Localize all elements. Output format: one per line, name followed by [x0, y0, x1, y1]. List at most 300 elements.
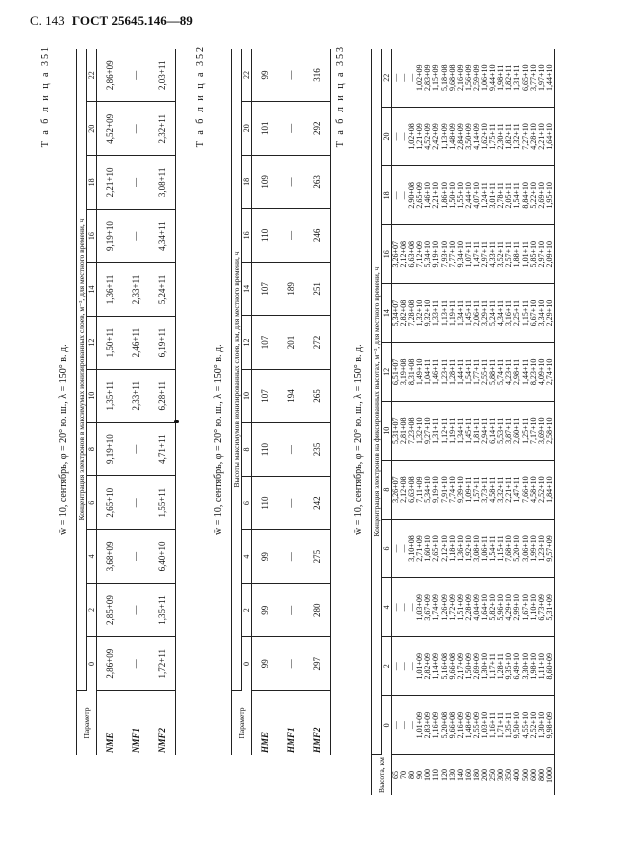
table-352-label: Т а б л и ц а 352 — [195, 45, 206, 148]
value-cell: — — [391, 544, 400, 553]
value-cell: 5,53+11 — [496, 417, 506, 444]
height-value: 70 — [399, 771, 409, 779]
height-value: 130 — [447, 769, 457, 781]
table-352-title: w̄ = 10, сентябрь, φ = 20° ю. ш., λ = 150° в. д. — [213, 344, 224, 535]
value-cell: 2,65+09 — [415, 182, 425, 209]
value-cell: 107 — [252, 369, 279, 423]
value-cell: — — [407, 73, 417, 82]
value-cell: 9,27+10 — [423, 417, 433, 445]
value-cell: 9,39+10 — [455, 476, 465, 503]
value-cell: 2,03+11 — [149, 49, 176, 102]
value-cell: 3,06+10 — [520, 535, 530, 562]
value-cell: 9,34+10 — [455, 240, 465, 268]
value-cell: 2,42+09 — [431, 123, 441, 150]
value-cell: 3,69+10 — [536, 417, 546, 445]
value-cell: 1,09+11 — [463, 476, 473, 503]
value-cell: 9,32+10 — [423, 299, 433, 327]
value-cell: 2,21+10 — [536, 123, 546, 150]
value-cell: — — [399, 721, 409, 730]
value-cell: 1,49+10 — [415, 358, 425, 386]
value-cell: 4,34+11 — [496, 299, 506, 327]
value-cell: 7,12+09 — [415, 240, 425, 268]
value-cell: 2,09+10 — [544, 240, 554, 268]
table-351-title: w̄ = 10, сентябрь, φ = 20° ю. ш., λ = 150° в. д. — [58, 344, 69, 535]
value-cell: — — [391, 73, 400, 82]
value-cell: 9,19+10 — [97, 422, 124, 476]
value-cell: 1,32+10 — [415, 417, 425, 445]
value-cell: 3,30+10 — [520, 652, 530, 680]
value-cell: 1,11+10 — [536, 653, 546, 680]
value-cell: 1,98+10 — [528, 652, 538, 680]
value-cell: 9,57+09 — [544, 535, 554, 562]
value-cell: 2,12+08 — [399, 476, 409, 503]
height-value: 65 — [391, 771, 400, 779]
value-cell: 1,56+09 — [463, 64, 473, 92]
value-cell: 2,52+10 — [528, 711, 538, 739]
value-cell: 1,81+11 — [471, 417, 481, 444]
value-cell: 1,47+11 — [512, 476, 522, 503]
hour-header: 20 — [87, 102, 97, 156]
value-cell: 4,71+11 — [149, 422, 176, 476]
value-cell: — — [123, 583, 149, 637]
value-cell: 4,04+09 — [471, 594, 481, 621]
hour-header: 20 — [242, 101, 252, 155]
hour-header: 6 — [382, 519, 392, 578]
value-cell: 1,06+11 — [480, 535, 490, 562]
value-cell: 1,01+09 — [415, 711, 425, 739]
height-value: 80 — [407, 771, 417, 779]
value-cell: 2,32+11 — [149, 102, 176, 156]
value-cell: 1,19+11 — [447, 417, 457, 444]
value-cell: — — [399, 132, 409, 141]
value-cell: 2,12+08 — [399, 240, 409, 268]
hour-header: 10 — [242, 369, 252, 423]
value-cell: 1,46+10 — [423, 182, 433, 209]
standard-number: ГОСТ 25645.146—89 — [71, 13, 193, 28]
value-cell: 5,22+10 — [528, 182, 538, 209]
height-value: 400 — [512, 769, 522, 781]
value-cell: 1,32+10 — [415, 299, 425, 327]
value-cell: 1,13+11 — [439, 299, 449, 327]
value-cell: 6,65+10 — [520, 64, 530, 92]
value-cell: 3,16+11 — [504, 299, 514, 327]
value-cell: 5,88+11 — [488, 358, 498, 386]
value-cell: 1,06+10 — [480, 64, 490, 92]
value-cell: 1,03+10 — [480, 711, 490, 739]
value-cell: 1,26+09 — [439, 594, 449, 621]
value-cell: 9,19+10 — [97, 209, 124, 263]
table-353 — [371, 49, 555, 795]
value-cell: — — [399, 603, 409, 612]
param-cell: HMF2 — [312, 727, 322, 753]
value-cell: 7,23+08 — [407, 417, 417, 445]
value-cell: 1,35+11 — [97, 369, 124, 422]
value-cell: 4,52+09 — [97, 102, 124, 156]
value-cell: 1,75+11 — [488, 123, 498, 150]
value-cell: 6,73+09 — [536, 594, 546, 621]
value-cell: 1,44+11 — [455, 358, 465, 386]
value-cell: 189 — [278, 262, 304, 316]
value-cell: 1,99+10 — [528, 535, 538, 562]
value-cell: 201 — [278, 316, 304, 370]
value-cell: 3,26+07 — [391, 476, 400, 503]
value-cell: — — [123, 49, 149, 102]
value-cell: 1,34+11 — [455, 299, 465, 327]
value-cell: 4,55+10 — [520, 711, 530, 739]
value-cell: 275 — [304, 530, 331, 584]
value-cell: — — [399, 191, 409, 200]
table-351-block — [40, 45, 180, 855]
param-cell: NMF2 — [157, 727, 167, 753]
value-cell: 99 — [252, 583, 279, 637]
value-cell: 1,30+10 — [536, 711, 546, 739]
value-cell: 7,93+10 — [439, 240, 449, 268]
value-cell: 6,67+10 — [528, 299, 538, 327]
group-header: Высоты максимумов ионизированных слоев, км, для местного времени, ч — [232, 49, 242, 691]
value-cell: 1,28+11 — [496, 653, 506, 680]
value-cell: 242 — [304, 476, 331, 530]
heights-column — [392, 755, 555, 796]
value-cell: 1,95+10 — [544, 182, 554, 209]
value-cell: 8,84+10 — [520, 182, 530, 209]
value-cell: 2,65+10 — [431, 535, 441, 562]
hour-column — [392, 460, 555, 519]
value-cell: — — [391, 132, 400, 141]
value-cell: 9,66+08 — [447, 711, 457, 739]
value-cell: 1,45+11 — [463, 417, 473, 444]
table-353-label: Т а б л и ц а 353 — [335, 45, 346, 148]
value-cell: 1,74+09 — [431, 594, 441, 621]
value-cell: 4,34+11 — [149, 209, 176, 263]
hour-header: 2 — [242, 583, 252, 637]
value-cell: 265 — [304, 369, 331, 423]
value-cell: — — [407, 603, 417, 612]
value-cell: 2,16+09 — [455, 64, 465, 92]
value-cell: 1,02+08 — [407, 123, 417, 150]
value-cell: 3,08+11 — [149, 156, 176, 210]
value-cell: — — [123, 530, 149, 584]
hour-header: 22 — [382, 49, 392, 107]
value-cell: 3,01+11 — [488, 182, 498, 209]
value-cell: 6,28+11 — [149, 369, 176, 422]
value-cell: 1,18+10 — [447, 535, 457, 562]
value-cell: 2,83+09 — [423, 64, 433, 92]
value-cell: 9,50+10 — [512, 711, 522, 739]
height-value: 800 — [536, 769, 546, 781]
value-cell: 6,63+08 — [407, 240, 417, 268]
hour-column — [392, 696, 555, 755]
value-cell: — — [278, 583, 304, 637]
data-row — [392, 49, 555, 795]
value-cell: 1,55+11 — [149, 476, 176, 530]
hour-header: 18 — [242, 155, 252, 209]
value-cell: 1,15+09 — [431, 64, 441, 92]
value-cell: 99 — [252, 637, 279, 691]
value-cell: 1,28+11 — [447, 358, 457, 386]
value-cell: — — [399, 662, 409, 671]
height-value: 180 — [471, 769, 481, 781]
value-cell: 6,40+10 — [149, 530, 176, 584]
value-cell: 1,62+10 — [480, 123, 490, 150]
page-number: С. 143 — [30, 13, 65, 28]
value-cell: 1,57+11 — [471, 476, 481, 503]
value-cell: 1,30+10 — [480, 652, 490, 680]
value-cell: 1,67+10 — [520, 594, 530, 621]
value-cell: 1,36+10 — [455, 535, 465, 562]
value-cell: 1,51+09 — [455, 594, 465, 621]
value-cell: 9,35+10 — [504, 652, 514, 680]
value-cell: 110 — [252, 209, 279, 263]
hour-header: 16 — [87, 209, 97, 263]
value-cell: 1,82+11 — [504, 64, 514, 91]
value-cell: 1,54+11 — [512, 182, 522, 209]
value-cell: 1,16+09 — [431, 711, 441, 739]
value-cell: 2,44+10 — [463, 182, 473, 209]
value-cell: 2,17+09 — [455, 652, 465, 680]
value-cell: 5,31+07 — [391, 417, 400, 445]
value-cell: 99 — [252, 530, 279, 584]
hour-header: 2 — [87, 583, 97, 637]
hour-header: 4 — [87, 530, 97, 584]
hours-row — [87, 49, 97, 755]
value-cell: 2,82+08 — [399, 299, 409, 327]
value-cell: 1,35+11 — [149, 583, 176, 637]
value-cell: 1,45+11 — [463, 299, 473, 327]
value-cell: 3,10+08 — [407, 535, 417, 562]
value-cell: 2,21+11 — [504, 476, 514, 503]
value-cell: 292 — [304, 101, 331, 155]
value-cell: 2,69+09 — [471, 652, 481, 680]
value-cell: 1,92+10 — [463, 535, 473, 562]
value-cell: 2,98+11 — [512, 358, 522, 386]
height-value: 90 — [415, 771, 425, 779]
value-cell: 2,85+09 — [97, 583, 124, 637]
value-cell: 4,09+10 — [536, 358, 546, 386]
value-cell: 2,86+09 — [97, 637, 124, 691]
height-value: 250 — [488, 769, 498, 781]
hour-column — [392, 637, 555, 696]
value-cell: 7,74+10 — [447, 476, 457, 503]
value-cell: 3,52+11 — [496, 241, 506, 268]
value-cell: 4,14+09 — [471, 123, 481, 150]
value-cell: 2,58+10 — [544, 417, 554, 445]
value-cell: 4,52+09 — [423, 123, 433, 150]
height-value: 300 — [496, 769, 506, 781]
value-cell: 2,86+09 — [97, 49, 124, 102]
table-351 — [76, 49, 176, 755]
value-cell: 1,35+11 — [504, 711, 514, 739]
table-352 — [231, 49, 331, 755]
value-cell: 297 — [304, 637, 331, 691]
hour-header: 8 — [87, 422, 97, 476]
value-cell: 8,31+08 — [407, 358, 417, 386]
value-cell: 4,07+10 — [471, 182, 481, 209]
value-cell: 1,44+11 — [520, 358, 530, 386]
value-cell: 1,54+11 — [488, 535, 498, 562]
value-cell: 9,98+09 — [544, 711, 554, 739]
value-cell: 2,55+11 — [480, 358, 490, 386]
value-cell: 1,31+11 — [431, 417, 441, 444]
value-cell: 1,86+10 — [439, 182, 449, 209]
value-cell: — — [278, 637, 304, 691]
hour-header: 10 — [87, 369, 97, 422]
hour-column — [392, 578, 555, 637]
hour-header: 4 — [382, 578, 392, 637]
value-cell: 5,20+10 — [512, 535, 522, 562]
hour-header: 22 — [242, 49, 252, 101]
value-cell: 7,28+08 — [407, 299, 417, 327]
value-cell: — — [278, 49, 304, 101]
value-cell: 280 — [304, 583, 331, 637]
value-cell: 5,20+08 — [439, 711, 449, 739]
value-cell: 2,55+09 — [471, 711, 481, 739]
value-cell: 2,57+11 — [504, 241, 514, 268]
value-cell: 2,69+10 — [536, 182, 546, 209]
value-cell: 110 — [252, 476, 279, 530]
value-cell: 194 — [278, 369, 304, 423]
value-cell: 1,72+09 — [447, 594, 457, 621]
value-cell: 1,48+09 — [447, 123, 457, 150]
value-cell: 7,77+10 — [447, 240, 457, 268]
value-cell: — — [399, 544, 409, 553]
hour-header: 0 — [242, 637, 252, 691]
value-cell: 7,27+10 — [520, 123, 530, 150]
height-value: 100 — [423, 769, 433, 781]
value-cell: 2,65+10 — [97, 476, 124, 530]
value-cell: 9,68+08 — [447, 64, 457, 92]
group-header: Концентрация электронов в максимумах ионизированных слоев, м⁻³, для местного времени, ч — [77, 49, 87, 691]
value-cell: 1,50+10 — [447, 182, 457, 209]
page-header — [30, 13, 193, 29]
value-cell: 3,73+11 — [480, 476, 490, 503]
hour-header: 22 — [87, 49, 97, 102]
value-cell: 1,71+11 — [496, 711, 506, 739]
table-353-block — [335, 45, 610, 855]
value-cell: 316 — [304, 49, 331, 101]
value-cell: 1,21+09 — [415, 123, 425, 150]
value-cell: 2,84+09 — [455, 123, 465, 150]
hour-column — [392, 342, 555, 401]
value-cell: 4,33+11 — [488, 241, 498, 268]
value-cell: 2,52+10 — [536, 476, 546, 503]
hour-header: 16 — [242, 209, 252, 263]
value-cell: 4,29+10 — [504, 594, 514, 621]
value-cell: 2,97+11 — [480, 241, 490, 268]
value-cell: 2,82+09 — [423, 652, 433, 680]
hour-header: 14 — [382, 284, 392, 343]
height-value: 350 — [504, 769, 514, 781]
value-cell: 2,74+10 — [544, 358, 554, 386]
height-value: 200 — [480, 769, 490, 781]
hours-row — [242, 49, 252, 755]
value-cell: — — [278, 101, 304, 155]
value-cell: 7,91+10 — [439, 476, 449, 503]
value-cell: — — [391, 191, 400, 200]
table-row — [252, 49, 279, 755]
value-cell: 2,33+11 — [123, 369, 149, 422]
value-cell: 1,17+11 — [488, 653, 498, 680]
table-row — [97, 49, 124, 755]
height-value: 160 — [463, 769, 473, 781]
table-row — [278, 49, 304, 755]
value-cell: 99 — [252, 49, 279, 101]
value-cell: 3,77+10 — [528, 64, 538, 92]
value-cell: 1,12+11 — [439, 417, 449, 444]
value-cell: — — [391, 721, 400, 730]
value-cell: 3,32+11 — [496, 476, 506, 503]
value-cell: 1,03+09 — [415, 594, 425, 621]
value-cell: 2,99+10 — [512, 594, 522, 621]
param-header: Параметр — [232, 691, 252, 756]
value-cell: 5,16+08 — [439, 652, 449, 680]
param-cell: HME — [260, 731, 270, 753]
value-cell: 1,07+11 — [463, 241, 473, 268]
value-cell: — — [278, 209, 304, 263]
value-cell: — — [391, 603, 400, 612]
value-cell: 9,19+10 — [431, 240, 441, 268]
value-cell: 1,04+11 — [423, 358, 433, 386]
value-cell: 2,90+08 — [407, 182, 417, 209]
hour-column — [392, 284, 555, 343]
table-row — [149, 49, 176, 755]
hour-header: 14 — [87, 263, 97, 316]
value-cell: — — [278, 476, 304, 530]
value-cell: 1,16+11 — [488, 711, 498, 739]
value-cell: — — [123, 156, 149, 210]
value-cell: 2,06+11 — [471, 299, 481, 327]
hour-column — [392, 49, 555, 107]
value-cell: 7,17+10 — [528, 417, 538, 445]
scan-mark — [174, 420, 179, 423]
param-cell: HMF1 — [286, 727, 296, 753]
value-cell: 1,98+11 — [496, 64, 506, 91]
value-cell: 1,97+10 — [536, 64, 546, 92]
hour-header: 4 — [242, 530, 252, 584]
value-cell: 1,10+10 — [528, 594, 538, 621]
hour-header: 2 — [382, 637, 392, 696]
value-cell: — — [278, 530, 304, 584]
value-cell: 1,50+11 — [97, 316, 124, 369]
value-cell: 3,29+11 — [480, 299, 490, 327]
value-cell: 2,46+11 — [123, 316, 149, 369]
param-header: Параметр — [77, 691, 97, 756]
value-cell: 110 — [252, 423, 279, 477]
value-cell: 3,08+10 — [471, 535, 481, 562]
value-cell: — — [123, 422, 149, 476]
value-cell: 7,11+09 — [415, 476, 425, 503]
value-cell: 3,87+11 — [504, 417, 514, 444]
value-cell: 2,29+10 — [544, 299, 554, 327]
value-cell: 4,58+11 — [488, 476, 498, 503]
value-cell: — — [123, 102, 149, 156]
height-value: 120 — [439, 769, 449, 781]
value-cell: 2,33+11 — [123, 263, 149, 316]
value-cell: 1,31+11 — [512, 64, 522, 91]
value-cell: 2,16+09 — [455, 711, 465, 739]
value-cell: 1,54+11 — [463, 358, 473, 386]
value-cell: 2,12+10 — [439, 535, 449, 562]
hour-column — [392, 225, 555, 284]
value-cell: 246 — [304, 209, 331, 263]
hour-header: 6 — [242, 476, 252, 530]
value-cell: 1,01+11 — [520, 241, 530, 268]
value-cell: 2,81+08 — [399, 417, 409, 445]
height-value: 140 — [455, 769, 465, 781]
value-cell: 2,59+09 — [471, 64, 481, 92]
value-cell: 1,15+11 — [520, 299, 530, 327]
value-cell: 8,23+10 — [528, 358, 538, 386]
hour-header: 8 — [382, 460, 392, 519]
